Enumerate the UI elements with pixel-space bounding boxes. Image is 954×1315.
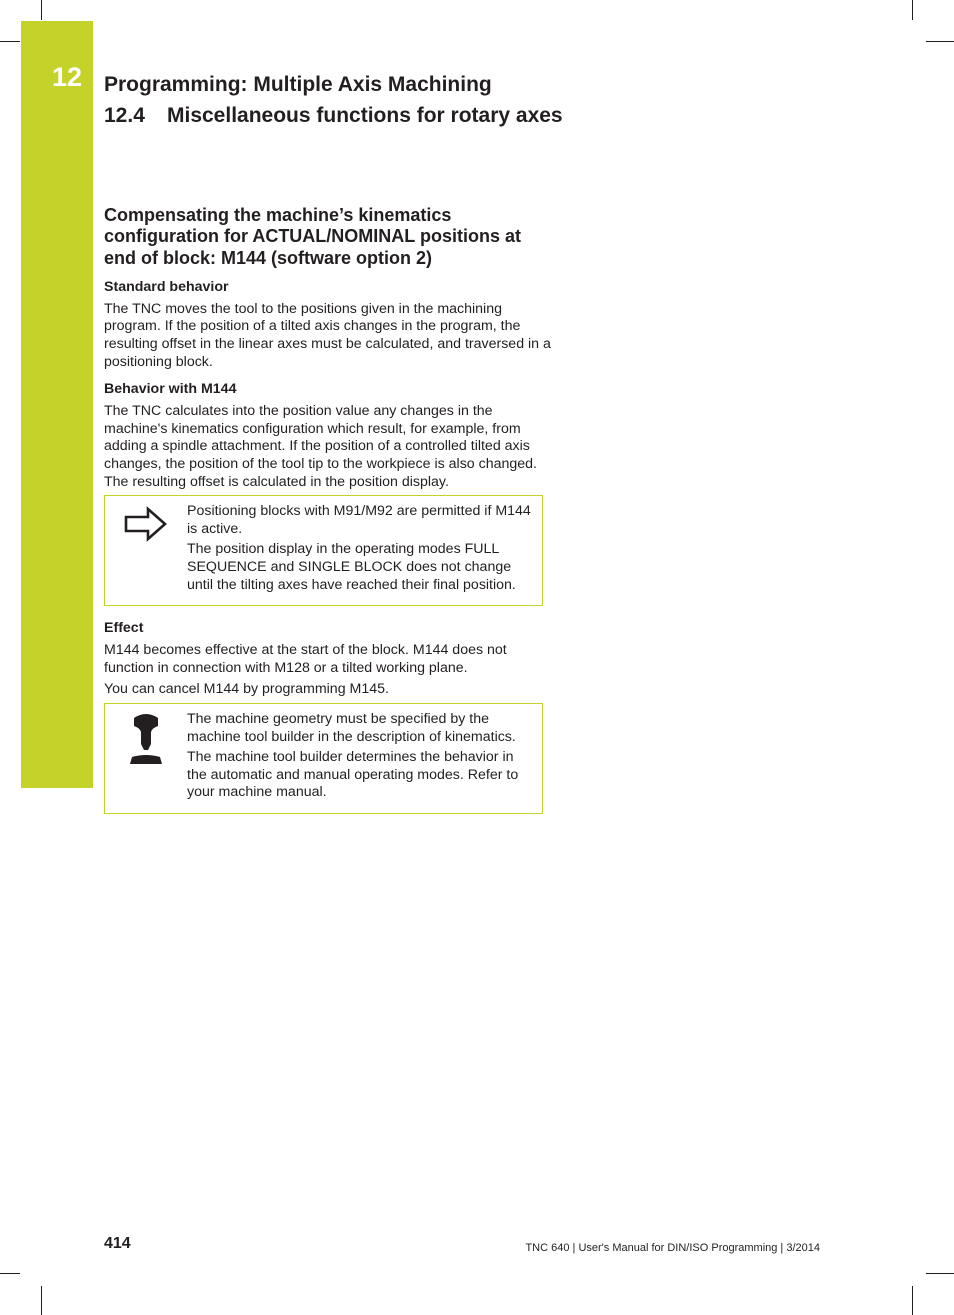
note-text: The machine tool builder determines the behavior in the automatic and manual operating modes. Refer to your machine manual. — [187, 749, 519, 801]
note-box — [104, 495, 543, 606]
m144-behavior-title: Behavior with M144 — [104, 381, 237, 398]
page-heading: Compensating the machine’s kinematics configuration for ACTUAL/NOMINAL positions at end of block: M144 (software option 2) — [104, 205, 521, 268]
chapter-title: Programming: Multiple Axis Machining — [104, 73, 492, 96]
m144-behavior-text: The TNC calculates into the position value any changes in the machine's kinematics configuration which result, for example, from adding a spindle attachment. If the position of a controlled tilted axis changes, the position of the tool tip to the workpiece is also changed. The resulting offset is calculated in the position display. — [104, 403, 537, 490]
note-text: The machine geometry must be specified by the machine tool builder in the description of kinematics. — [187, 710, 516, 745]
effect-title: Effect — [104, 620, 144, 637]
note-text: The position display in the operating modes FULL SEQUENCE and SINGLE BLOCK does not change until the tilting axes have reached their final position. — [187, 541, 516, 593]
section-name: Miscellaneous functions for rotary axes — [167, 104, 563, 127]
machine-icon — [105, 704, 187, 813]
machine-note-box — [104, 703, 543, 814]
note-text: Positioning blocks with M91/M92 are permitted if M144 is active. — [187, 503, 531, 537]
chapter-tab — [21, 21, 93, 788]
arrow-icon — [105, 496, 187, 605]
standard-behavior-title: Standard behavior — [104, 278, 229, 295]
standard-behavior-text: The TNC moves the tool to the positions given in the machining program. If the position of a tilted axis changes in the program, the resulting offset in the linear axes must be calculated, and traversed in a positioning block. — [104, 300, 551, 370]
crop-mark — [926, 41, 954, 42]
effect-text: M144 becomes effective at the start of the block. M144 does not function in connection with M128 or a tilted working plane. — [104, 642, 507, 676]
crop-mark — [0, 41, 20, 42]
effect-text: You can cancel M144 by programming M145. — [104, 681, 389, 698]
footer-text: TNC 640 | User's Manual for DIN/ISO Programming | 3/2014 — [525, 1242, 820, 1254]
crop-mark — [41, 1286, 42, 1315]
crop-mark — [0, 1273, 20, 1274]
crop-mark — [926, 1273, 954, 1274]
section-number: 12.4 — [104, 104, 145, 127]
crop-mark — [912, 1286, 913, 1315]
section-title — [104, 104, 563, 128]
page-number: 414 — [104, 1235, 131, 1252]
main-content — [104, 205, 556, 814]
crop-mark — [41, 0, 42, 20]
crop-mark — [912, 0, 913, 20]
chapter-number: 12 — [52, 62, 83, 92]
